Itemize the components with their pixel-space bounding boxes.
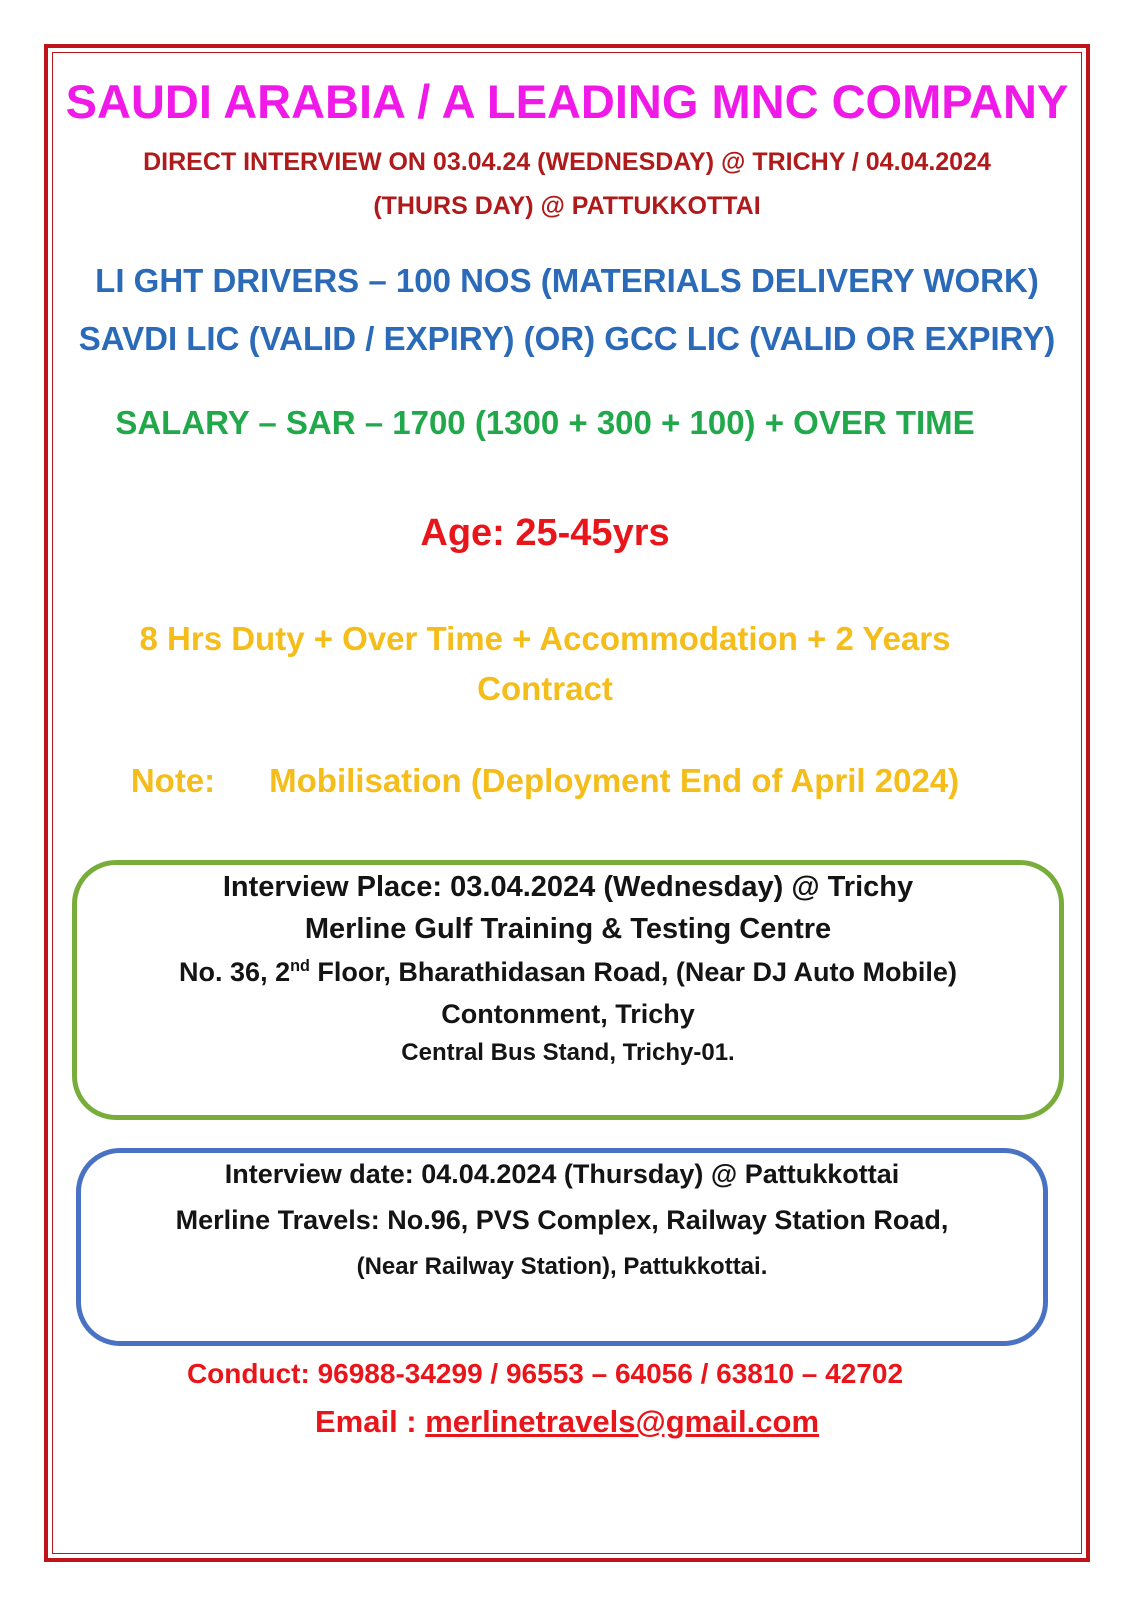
interview-schedule-line-1: DIRECT INTERVIEW ON 03.04.24 (WEDNESDAY) @ TRICHY / 04.04.2024 — [143, 148, 991, 176]
note-label: Note: — [130, 762, 216, 799]
email-line — [52, 1404, 1082, 1440]
note-text: Mobilisation (Deployment End of April 2024) — [269, 762, 960, 799]
benefits-line-2: Contract — [477, 670, 613, 707]
trichy-landmark: Central Bus Stand, Trichy-01. — [401, 1039, 735, 1066]
page-title: SAUDI ARABIA / A LEADING MNC COMPANY — [65, 75, 1069, 128]
age-requirement: Age: 25-45yrs — [420, 512, 670, 554]
benefits-line-1: 8 Hrs Duty + Over Time + Accommodation + 2 Years — [139, 620, 951, 657]
pattukkottai-landmark: (Near Railway Station), Pattukkottai. — [356, 1253, 768, 1280]
trichy-area: Contonment, Trichy — [441, 999, 695, 1029]
trichy-interview-place: Interview Place: 03.04.2024 (Wednesday) @ Trichy — [222, 871, 914, 903]
trichy-venue-name: Merline Gulf Training & Testing Centre — [304, 913, 832, 945]
salary-details: SALARY – SAR – 1700 (1300 + 300 + 100) + OVER TIME — [115, 404, 975, 441]
trichy-interview-box — [72, 860, 1064, 1120]
pattukkottai-interview-date: Interview date: 04.04.2024 (Thursday) @ Pattukkottai — [224, 1159, 900, 1189]
email-link[interactable]: merlinetravels@gmail.com — [425, 1404, 820, 1439]
trichy-address-line: No. 36, 2nd Floor, Bharathidasan Road, (Near DJ Auto Mobile) — [179, 957, 957, 987]
licence-requirement: SAVDI LIC (VALID / EXPIRY) (OR) GCC LIC (VALID OR EXPIRY) — [78, 320, 1056, 357]
contact-numbers: Conduct: 96988-34299 / 96553 – 64056 / 63810 – 42702 — [186, 1358, 904, 1389]
pattukkottai-interview-box — [76, 1148, 1048, 1346]
position-title: LI GHT DRIVERS – 100 NOS (MATERIALS DELIVERY WORK) — [95, 262, 1039, 299]
pattukkottai-venue: Merline Travels: No.96, PVS Complex, Railway Station Road, — [175, 1205, 949, 1235]
interview-schedule-line-2: (THURS DAY) @ PATTUKKOTTAI — [373, 192, 761, 220]
email-label: Email : — [314, 1404, 426, 1439]
note — [30, 762, 1060, 800]
